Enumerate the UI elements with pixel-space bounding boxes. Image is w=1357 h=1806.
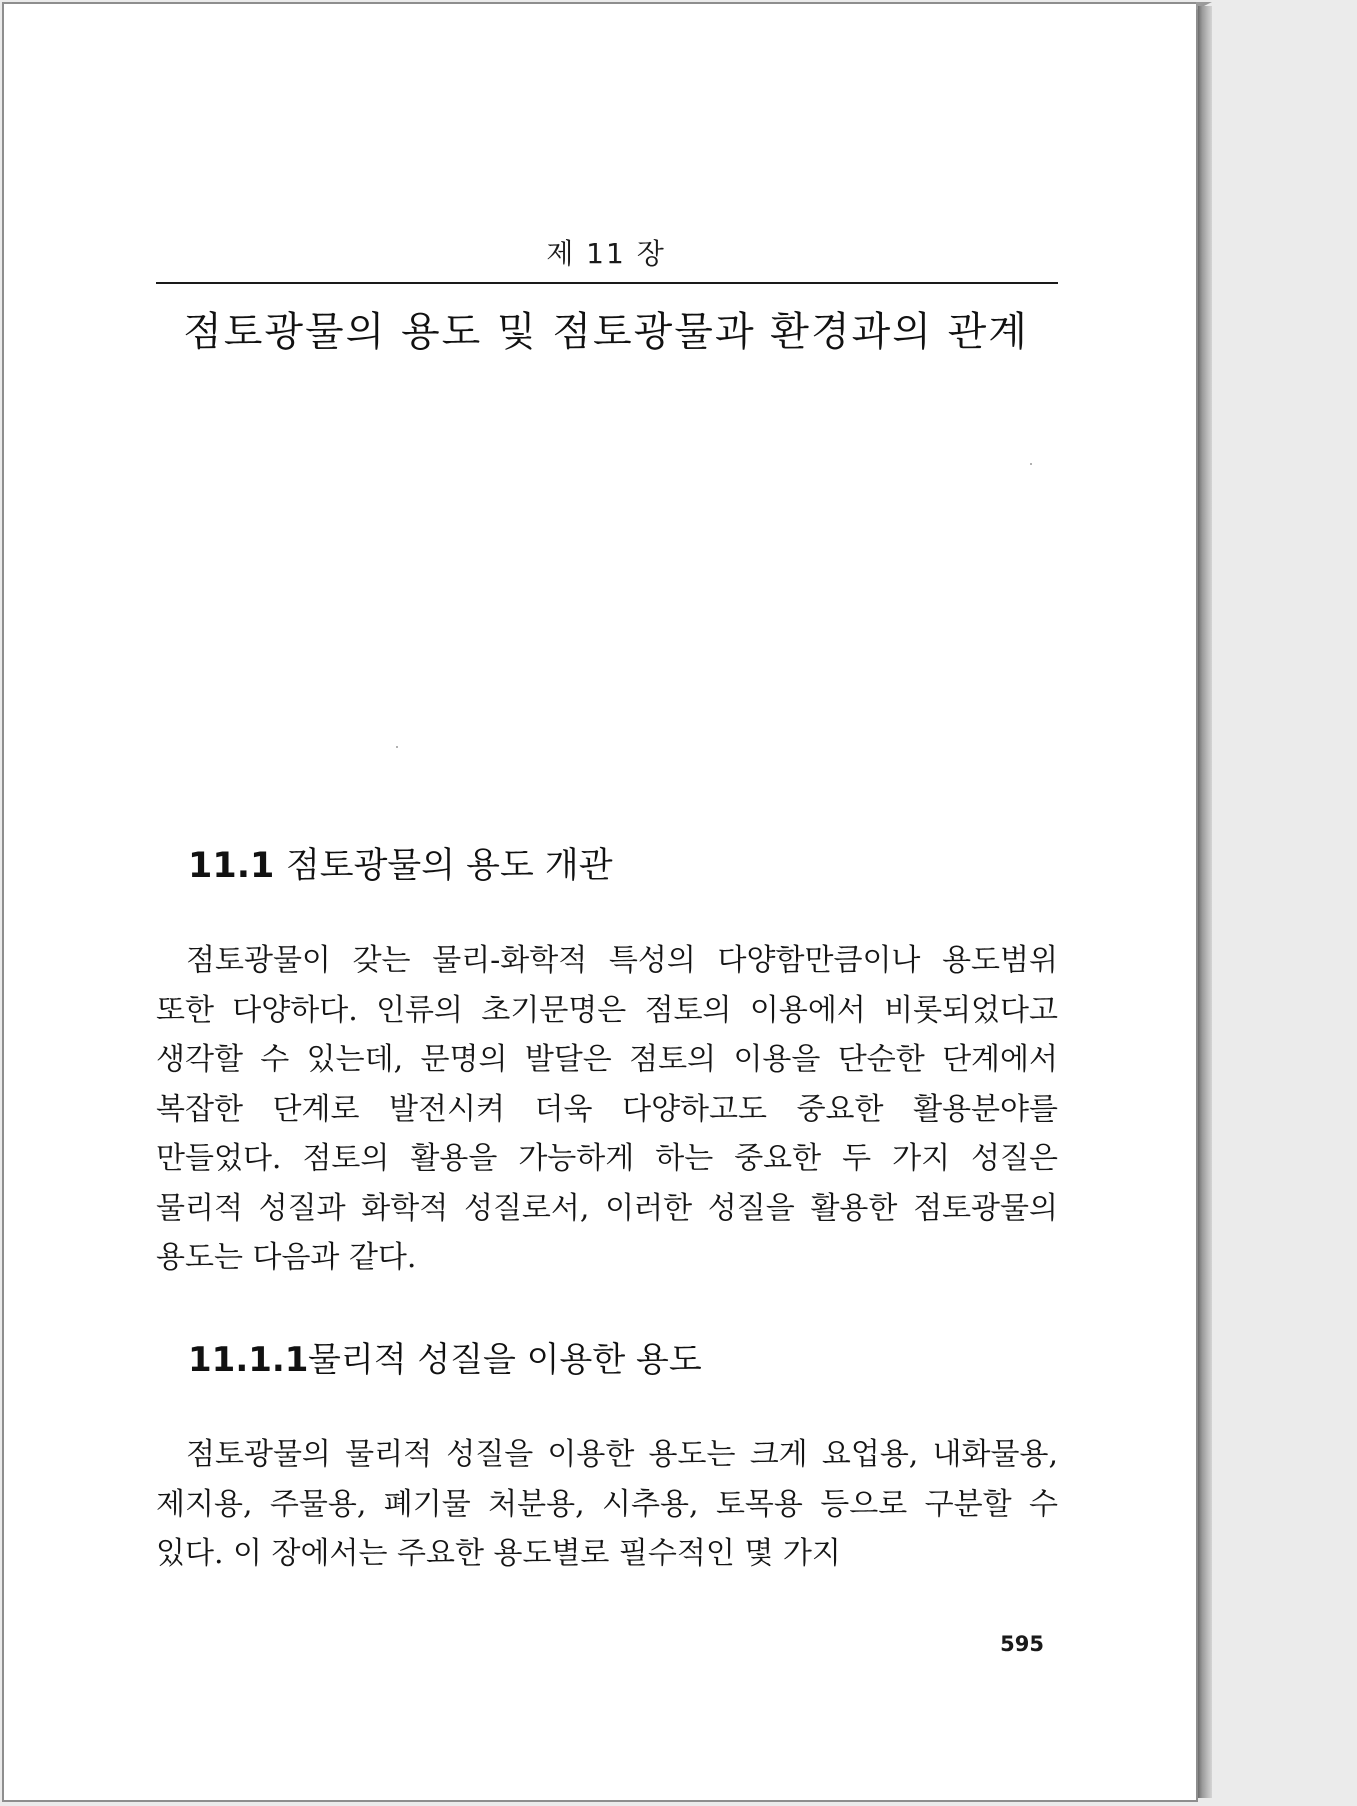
chapter-number: 제 11 장 [546,237,666,270]
page-edge-shadow [1198,6,1212,1798]
book-page [2,2,1198,1802]
section-heading [188,838,613,888]
section-title: 점토광물의 용도 개관 [286,846,613,886]
section-number: 11.1 [188,846,275,886]
page-number: 595 [1000,1632,1044,1656]
chapter-title: 점토광물의 용도 및 점토광물과 환경과의 관계 [183,309,1029,355]
body-paragraph: 점토광물이 갖는 물리-화학적 특성의 다양함만큼이나 용도범위 또한 다양하다. 인류의 초기문명은 점토의 이용에서 비롯되었다고 생각할 수 있는데, 문명의 발달은 점토의 이용을 단순한 단계에서 복잡한 단계로 발전시켜 더욱 다양하고도 중요한 활용분야를 만들었다. 점토의 활용을 가능하게 하는 중요한 두 가지 성질은 물리적 성질과 화학적 성질로서, 이러한 성질을 활용한 점토광물의 용도는 다음과 같다. [156,943,1058,1275]
subsection-title: 물리적 성질을 이용한 용도 [308,1340,702,1380]
subsection-number: 11.1.1 [188,1340,309,1380]
chapter-divider [156,282,1058,284]
scan-speck [396,746,398,748]
subsection-heading [188,1332,702,1381]
scan-speck [1030,463,1032,465]
body-paragraph: 점토광물의 물리적 성질을 이용한 용도는 크게 요업용, 내화물용, 제지용, 주물용, 폐기물 처분용, 시추용, 토목용 등으로 구분할 수 있다. 이 장에서는 주요한 용도별로 필수적인 몇 가지 [156,1437,1058,1571]
